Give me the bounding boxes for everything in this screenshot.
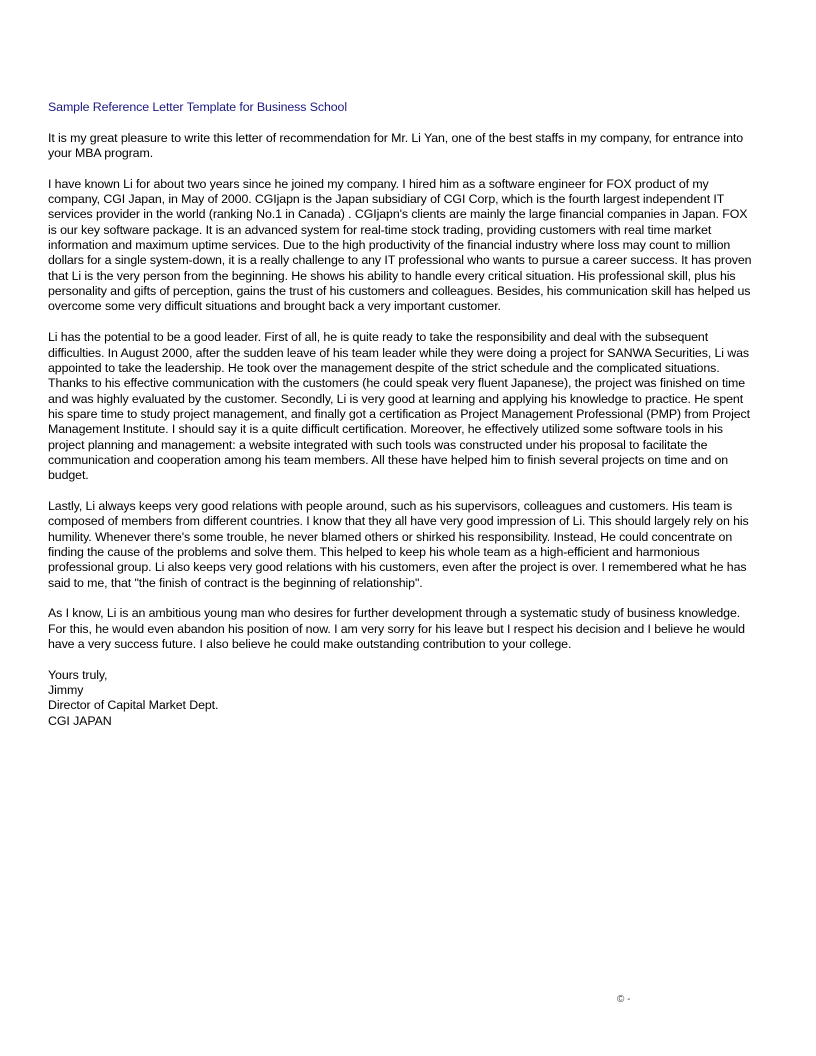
signature-name: Jimmy (48, 683, 84, 698)
paragraph-leadership: Li has the potential to be a good leader. First of all, he is quite ready to take the responsibility and deal with the subsequent difficulties. In August 2000, after the sudden leave of his team leader while they were doing a project for SANWA Securities, Li was appointed to take the leadership. He took over the management despite of the strict schedule and the complicated situations. Thanks to his effective communication with the customers (he could speak very fluent Japanese), the project was finished on time and was highly evaluated by the customer. Secondly, Li is very good at learning and applying his knowledge to practice. He spent his spare time to study project management, and finally got a certification as Project Management Professional (PMP) from Project Management Institute. I should say it is a quite difficult certification. Moreover, he effectively utilized some software tools in his project planning and management: a website integrated with such tools was constructed under his proposal to facilitate the communication and cooperation among his team members. All these have helped him to finish several projects on time and on budget. (48, 330, 750, 483)
paragraph-conclusion: As I know, Li is an ambitious young man who desires for further development through a systematic study of business knowledge. For this, he would even abandon his position of now. I am very sorry for his leave but I respect his decision and I believe he would have a very success future. I also believe he could make outstanding contribution to your college. (48, 606, 745, 652)
letter-page (48, 100, 756, 729)
paragraph-relations: Lastly, Li always keeps very good relations with people around, such as his supervisors, colleagues and customers. His team is composed of members from different countries. I know that they all have very good impression of Li. This should largely rely on his humility. Whenever there's some trouble, he never blamed others or shirked his responsibility. Instead, He could concentrate on finding the cause of the problems and solve them. This helped to keep his whole team as a high-efficient and harmonious professional group. Li also keeps very good relations with his customers, even after the project is over. I remembered what he has said to me, that "the finish of contract is the beginning of relationship". (48, 498, 749, 590)
paragraph-background: I have known Li for about two years since he joined my company. I hired him as a software engineer for FOX product of my company, CGI Japan, in May of 2000. CGIjapn is the Japan subsidiary of CGI Corp, which is the fourth largest independent IT services provider in the world (ranking No.1 in Canada) . CGIjapn's clients are mainly the large financial companies in Japan. FOX is our key software package. It is an advanced system for real-time stock trading, providing customers with real time market information and maximum uptime services. Due to the high productivity of the financial industry where loss may count to million dollars for a single system-down, it is a really challenge to any IT professional who wants to pursue a career success. It has proven that Li is the very person from the beginning. He shows his ability to handle every critical situation. His professional skill, plus his personality and gifts of perception, gains the trust of his customers and colleagues. Besides, his communication skill has helped us overcome some very difficult situations and brought back a very important customer. (48, 176, 752, 314)
paragraph-intro: It is my great pleasure to write this letter of recommendation for Mr. Li Yan, one of the best staffs in my company, for entrance into your MBA program. (48, 130, 744, 161)
footer-copyright-mark: © - (617, 994, 631, 1005)
signature-position: Director of Capital Market Dept. (48, 698, 219, 713)
signature-closing: Yours truly, (48, 667, 108, 682)
letter-title: Sample Reference Letter Template for Business School (48, 100, 347, 114)
signature-block (48, 668, 756, 729)
signature-company: CGI JAPAN (48, 713, 112, 728)
